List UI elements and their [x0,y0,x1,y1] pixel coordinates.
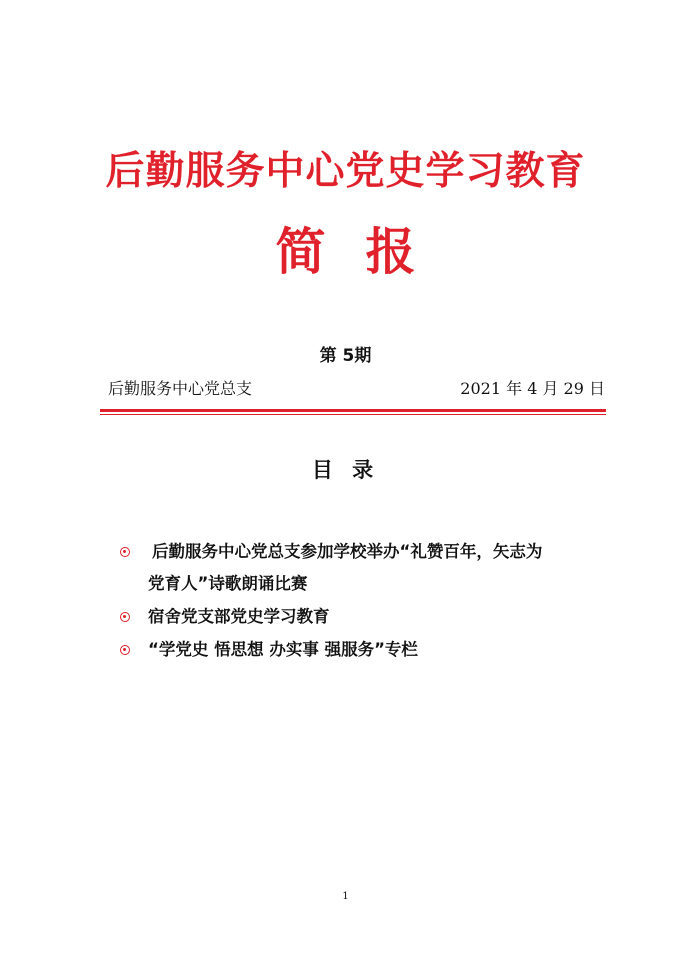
toc-list [110,536,650,667]
toc-item-line: “学党史 悟思想 办实事 强服务”专栏 [148,640,418,659]
toc-item-dormitory-branch[interactable] [110,601,650,633]
toc-item-line: 宿舍党支部党史学习教育 [148,607,330,626]
double-circle-bullet-icon [120,645,130,655]
toc-item-line: 后勤服务中心党总支参加学校举办“礼赞百年，矢志为 [152,542,543,561]
double-circle-bullet-icon [120,547,130,557]
toc-item-column[interactable] [110,634,650,666]
bulletin-title: 后勤服务中心党史学习教育 [105,148,586,194]
issuing-organization: 后勤服务中心党总支 [108,379,253,398]
page-number: 1 [342,891,349,902]
issue-date: 2021 年 4 月 29 日 [460,379,605,398]
subtitle-char-1: 简 [275,222,326,281]
subtitle-char-2: 报 [365,222,416,281]
toc-heading: 目 录 [311,458,380,482]
toc-item-poetry-contest[interactable] [110,536,650,600]
bulletin-subtitle [0,220,691,284]
header-divider-thick [100,409,606,412]
header-divider-thin [100,414,606,415]
toc-item-line-continued: 党育人”诗歌朗诵比赛 [148,574,308,593]
double-circle-bullet-icon [120,612,130,622]
issue-number: 第 5期 [319,346,372,366]
